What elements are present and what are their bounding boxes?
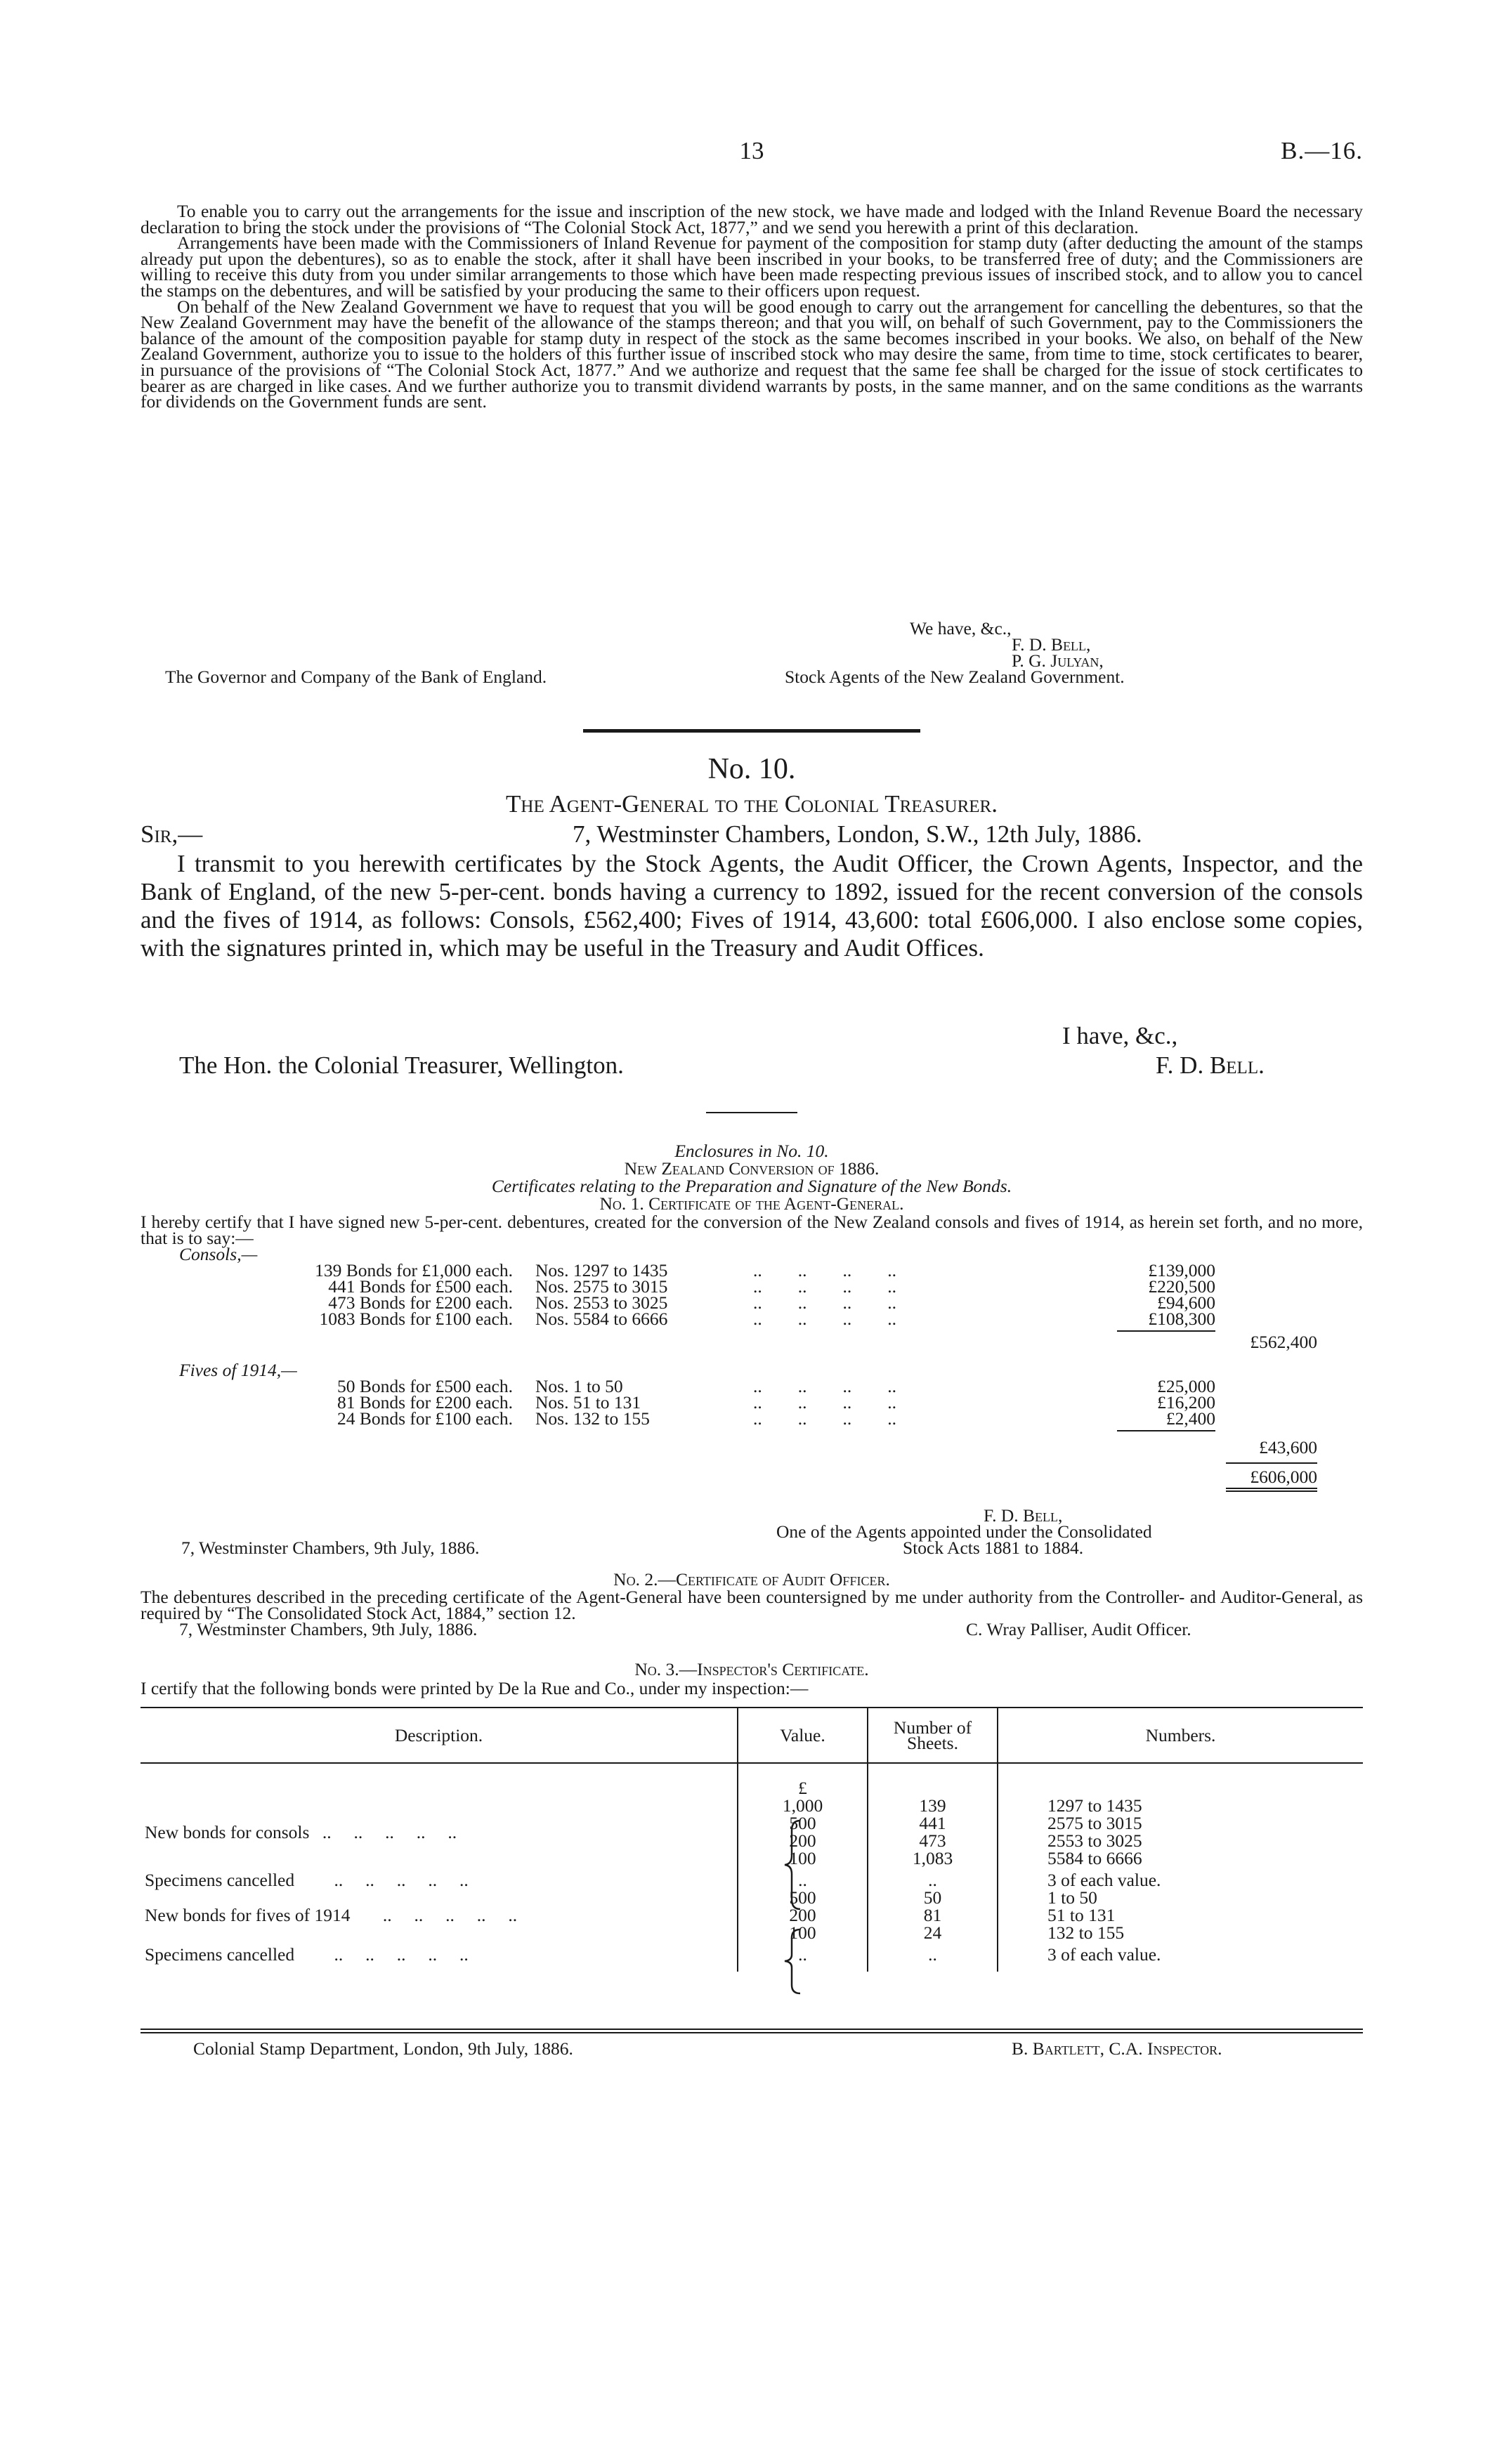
leader-dots: .. .. .. .. (753, 1376, 896, 1396)
document-page (141, 0, 1363, 2464)
enclosures-title: Enclosures in No. 10. (674, 1141, 829, 1161)
page-number: 13 (739, 137, 764, 164)
table-row (141, 1763, 1363, 1797)
bond-numbers: Nos. 5584 to 6666 (535, 1309, 668, 1329)
cert1-date-text: 7, Westminster Chambers, 9th July, 1886. (181, 1538, 480, 1558)
table-cell-value: .. (738, 1941, 868, 1972)
bond-description: 473 Bonds for £200 each. (328, 1292, 513, 1313)
bond-amount: £220,500 (1148, 1276, 1215, 1297)
bond-amount: £139,000 (1148, 1260, 1215, 1280)
table-bottom-rule (141, 2032, 1363, 2033)
table-cell-description (141, 1906, 738, 1924)
no10-addressee: The Hon. the Colonial Treasurer, Wellington. (179, 1051, 624, 1079)
group-label: Specimens cancelled (145, 1870, 295, 1890)
column-header: Value. (738, 1708, 868, 1763)
leader-dots: .. .. .. .. (753, 1276, 896, 1297)
table-cell-numbers: 3 of each value. (998, 1867, 1363, 1889)
bond-description: 441 Bonds for £500 each. (328, 1276, 513, 1297)
cert2-signer: C. Wray Palliser, Audit Officer. (966, 1619, 1191, 1639)
leader-dots: .. .. .. .. .. (382, 1905, 518, 1925)
cert2-text: The debentures described in the preceding certificate of the Agent-General have been countersigned by me under authority from the Controller- and Auditor-General, as required by “The Consolidated Stock Act, 1884,” section 12. (141, 1587, 1363, 1623)
table-cell-sheets: 1,083 (868, 1849, 998, 1867)
consols-list (141, 1260, 1363, 1329)
fives-label: Fives of 1914,— (179, 1360, 297, 1380)
bond-numbers: Nos. 132 to 155 (535, 1408, 650, 1429)
leader-dots: .. .. .. .. (753, 1260, 896, 1280)
column-header: Description. (141, 1708, 738, 1763)
table-row (141, 1906, 1363, 1924)
cert3-heading: No. 3.—Inspector's Certificate. (634, 1659, 869, 1679)
cert1-text-container (141, 1214, 1363, 1246)
no10-body-container (141, 850, 1363, 962)
letter-signer-2: P. G. Julyan, (1012, 650, 1104, 671)
table-cell-sheets: 139 (868, 1797, 998, 1814)
leader-dots: .. .. .. .. (753, 1408, 896, 1429)
group-label: Specimens cancelled (145, 1944, 295, 1965)
bond-numbers: Nos. 2553 to 3025 (535, 1292, 668, 1313)
table-cell-sheets: 50 (868, 1889, 998, 1906)
table-cell-numbers: 5584 to 6666 (998, 1849, 1363, 1867)
letter-addressee: The Governor and Company of the Bank of England. (165, 667, 547, 687)
bond-description: 24 Bonds for £100 each. (337, 1408, 513, 1429)
bond-amount: £108,300 (1148, 1309, 1215, 1329)
table-row (141, 1889, 1363, 1906)
currency-symbol: £ (738, 1763, 868, 1797)
letter-paragraph: To enable you to carry out the arrangements for the issue and inscription of the new stock, we have made and lodged with the Inland Revenue Board the necessary declaration to bring the stock under the provisions of “The Colonial Stock Act, 1877,” and we send you herewith a print of this declaration. (141, 201, 1363, 237)
table-cell-sheets: 81 (868, 1906, 998, 1924)
bond-description: 1083 Bonds for £100 each. (319, 1309, 513, 1329)
leader-dots: .. .. .. .. (753, 1292, 896, 1313)
table-cell-description (141, 1867, 738, 1889)
list-item (141, 1408, 1363, 1429)
enclosures-caption: Certificates relating to the Preparation and Signature of the New Bonds. (491, 1176, 1012, 1196)
group-label: New bonds for consols (145, 1822, 310, 1842)
section-divider (706, 1112, 797, 1113)
list-item (141, 1311, 1363, 1328)
grand-total: £606,000 (1250, 1467, 1317, 1487)
cert2-text-container (141, 1587, 1363, 1623)
table-cell-numbers: 2553 to 3025 (998, 1832, 1363, 1849)
table-cell-sheets: .. (868, 1941, 998, 1972)
table-header-row (141, 1708, 1363, 1763)
bond-description: 139 Bonds for £1,000 each. (315, 1260, 513, 1280)
table-cell-description (141, 1814, 738, 1842)
letter-signer-1: F. D. Bell, (1012, 634, 1091, 655)
table-cell-numbers: 132 to 155 (998, 1924, 1363, 1941)
total-rule (1226, 1488, 1317, 1489)
total-rule (1226, 1490, 1317, 1492)
fives-list (141, 1376, 1363, 1429)
table-row (141, 1849, 1363, 1867)
letter-signer-title: Stock Agents of the New Zealand Government. (785, 667, 1125, 687)
no10-subheading: The Agent-General to the Colonial Treasurer. (506, 790, 998, 818)
table-row (141, 1867, 1363, 1889)
no10-heading: No. 10. (707, 753, 796, 785)
cert3-date: Colonial Stamp Department, London, 9th July, 1886. (193, 2038, 573, 2059)
letter-closing: We have, &c., (910, 618, 1012, 638)
no10-salutation: Sir,— (141, 820, 203, 848)
table-cell-value: 100 (738, 1849, 868, 1867)
table-cell-value: 1,000 (738, 1797, 868, 1814)
table-row (141, 1797, 1363, 1814)
section-divider (583, 729, 920, 733)
total-rule (1226, 1462, 1317, 1464)
bond-amount: £16,200 (1157, 1392, 1215, 1413)
leader-dots: .. .. .. .. (753, 1309, 896, 1329)
table-cell-sheets: 441 (868, 1814, 998, 1832)
table-cell-value: 200 (738, 1906, 868, 1924)
bond-numbers: Nos. 51 to 131 (535, 1392, 641, 1413)
no10-closing: I have, &c., (1062, 1022, 1178, 1049)
consols-label: Consols,— (179, 1244, 258, 1264)
cert3-text: I certify that the following bonds were printed by De la Rue and Co., under my inspection:— (141, 1678, 809, 1698)
leader-dots: .. .. .. .. .. (334, 1870, 469, 1890)
bond-description: 50 Bonds for £500 each. (337, 1376, 513, 1396)
table-cell-value: 500 (738, 1889, 868, 1906)
bond-numbers: Nos. 1 to 50 (535, 1376, 623, 1396)
table-row (141, 1941, 1363, 1972)
no10-signer: F. D. Bell. (1156, 1051, 1265, 1079)
cert3-signer: B. Bartlett, C.A. Inspector. (1012, 2038, 1222, 2059)
brace-icon (783, 1928, 804, 1995)
subtotal-rule (1117, 1330, 1215, 1332)
table-cell-numbers: 2575 to 3015 (998, 1814, 1363, 1832)
bond-numbers: Nos. 2575 to 3015 (535, 1276, 668, 1297)
table-cell-value: .. (738, 1867, 868, 1889)
letter-body (141, 201, 1363, 412)
letter-paragraph: On behalf of the New Zealand Government we have to request that you will be good enough to carry out the arrangement for cancelling the debentures, so that the New Zealand Government may have the benefit of the allowance of the stamps thereon; and that you will, on behalf of such Government, pay to the Commissioners the balance of the amount of the composition payable for stamp duty in respect of the stock as the same becomes inscribed in your books. We also, on behalf of the New Zealand Government, authorize you to issue to the holders of this further issue of inscribed stock who may desire the same, from time to time, stock certificates to bearer, in pursuance of the provisions of “The Colonial Stock Act, 1877.” And we authorize and request that the same fee shall be charged for the issue of stock certificates to bearer as are charged in like cases. And we further authorize you to transmit dividend warrants by posts, in the same manner, and on the same conditions as the warrants for dividends on the Government funds are sent. (141, 296, 1363, 412)
no10-body: I transmit to you herewith certificates by the Stock Agents, the Audit Officer, the Crown Agents, Inspector, and the Bank of England, of the new 5-per-cent. bonds having a currency to 1892, issued for the recent conversion of the consols and the fives of 1914, as follows: Consols, £562,400; Fives of 1914, 43,600: total £606,000. I also enclose some copies, with the signatures printed in, which may be useful in the Treasury and Audit Offices. (141, 850, 1363, 962)
table-cell-sheets: .. (868, 1867, 998, 1889)
bond-amount: £25,000 (1157, 1376, 1215, 1396)
table-row (141, 1814, 1363, 1832)
cert1-signer: F. D. Bell, (984, 1505, 1063, 1526)
table-cell-numbers: 1 to 50 (998, 1889, 1363, 1906)
cert2-heading: No. 2.—Certificate of Audit Officer. (613, 1569, 890, 1590)
inspector-table (141, 1708, 1363, 1972)
leader-dots: .. .. .. .. (753, 1392, 896, 1413)
cert1-heading: No. 1. Certificate of the Agent-General. (599, 1193, 904, 1214)
page-reference: B.—16. (1281, 137, 1363, 164)
consols-total: £562,400 (1250, 1332, 1317, 1352)
letter-paragraph: Arrangements have been made with the Commissioners of Inland Revenue for payment of the composition for stamp duty (after deducting the amount of the stamps already put upon the debentures), so as to enable the stock, after it shall have been inscribed in your books, to be transferred free of duty; and the Commissioners are willing to receive this duty from you under similar arrangements to those which have been made respecting previous issues of inscribed stock, and to allow you to cancel the stamps on the debentures, and will be satisfied by your producing the same to their officers upon request. (141, 232, 1363, 301)
table-cell-value: 200 (738, 1832, 868, 1849)
table-cell-sheets: 24 (868, 1924, 998, 1941)
bond-numbers: Nos. 1297 to 1435 (535, 1260, 668, 1280)
table-cell-sheets: 473 (868, 1832, 998, 1849)
column-header: Number of Sheets. (868, 1708, 998, 1763)
leader-dots: .. .. .. .. .. (334, 1944, 469, 1965)
cert1-signer-title: Stock Acts 1881 to 1884. (903, 1538, 1084, 1558)
brace-icon (783, 1819, 804, 1911)
leader-dots: .. .. .. .. .. (322, 1822, 457, 1842)
bond-description: 81 Bonds for £200 each. (337, 1392, 513, 1413)
table-cell-description (141, 1941, 738, 1972)
fives-total: £43,600 (1259, 1437, 1317, 1457)
group-label: New bonds for fives of 1914 (145, 1905, 351, 1925)
cert1-text: I hereby certify that I have signed new 5-per-cent. debentures, created for the conversion of the New Zealand consols and fives of 1914, as herein set forth, and no more, that is to say:— (141, 1212, 1363, 1248)
table-bottom-rule (141, 2029, 1363, 2030)
table-cell-numbers: 1297 to 1435 (998, 1797, 1363, 1814)
column-header: Numbers. (998, 1708, 1363, 1763)
enclosures-subtitle: New Zealand Conversion of 1886. (624, 1158, 880, 1179)
table-row (141, 1924, 1363, 1941)
table-cell-value: 100 (738, 1924, 868, 1941)
cert1-signer-title: One of the Agents appointed under the Consolidated (776, 1521, 1152, 1542)
table-cell-numbers: 3 of each value. (998, 1941, 1363, 1972)
bond-amount: £94,600 (1157, 1292, 1215, 1313)
cert2-date: 7, Westminster Chambers, 9th July, 1886. (179, 1619, 478, 1639)
subtotal-rule (1117, 1430, 1215, 1431)
no10-dateline: 7, Westminster Chambers, London, S.W., 12th July, 1886. (573, 820, 1142, 848)
table-cell-value: 500 (738, 1814, 868, 1832)
table-cell-numbers: 51 to 131 (998, 1906, 1363, 1924)
bond-amount: £2,400 (1165, 1408, 1215, 1429)
